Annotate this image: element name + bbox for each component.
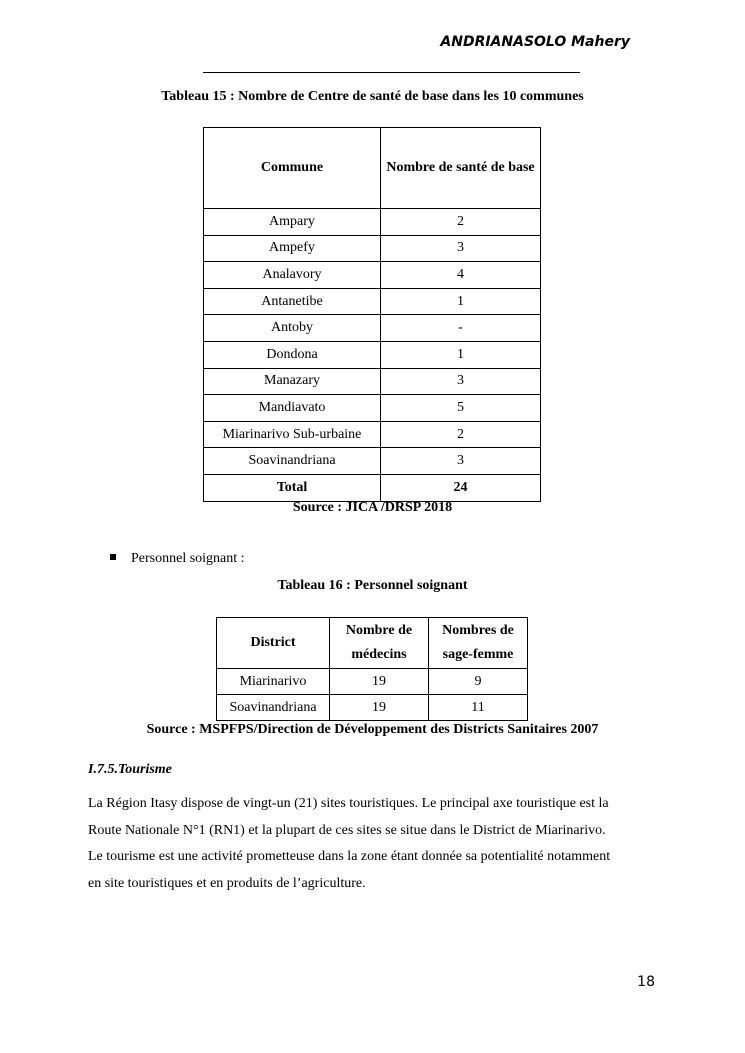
table-cell: 19 bbox=[330, 695, 429, 721]
table-cell: 5 bbox=[381, 395, 541, 422]
table-row bbox=[204, 288, 541, 315]
table15-caption: Tableau 15 : Nombre de Centre de santé de base dans les 10 communes bbox=[161, 89, 584, 104]
table-cell: Ampefy bbox=[204, 235, 381, 262]
table15-header-row bbox=[204, 128, 541, 209]
table-row bbox=[204, 448, 541, 475]
table-row bbox=[204, 235, 541, 262]
square-bullet-icon bbox=[110, 554, 116, 560]
table16-source: Source : MSPFPS/Direction de Développement des Districts Sanitaires 2007 bbox=[146, 722, 599, 737]
table-cell: 1 bbox=[381, 288, 541, 315]
table-row bbox=[204, 341, 541, 368]
table-cell: 4 bbox=[381, 262, 541, 289]
table15 bbox=[203, 127, 541, 502]
table-row bbox=[204, 262, 541, 289]
table-cell: Miarinarivo bbox=[217, 669, 330, 695]
table-row bbox=[204, 315, 541, 342]
paragraph-line: Route Nationale N°1 (RN1) et la plupart de ces sites se situe dans le District de Miarinarivo. bbox=[88, 822, 606, 838]
table16-header-row bbox=[217, 618, 528, 669]
bullet-text: Personnel soignant : bbox=[131, 551, 245, 566]
table-row bbox=[204, 368, 541, 395]
table16-header-medecins: Nombre de médecins bbox=[330, 618, 429, 669]
table-cell: 19 bbox=[330, 669, 429, 695]
table-cell: Mandiavato bbox=[204, 395, 381, 422]
table-cell: Dondona bbox=[204, 341, 381, 368]
table-row bbox=[204, 209, 541, 236]
table15-total-value: 24 bbox=[381, 474, 541, 501]
table16 bbox=[216, 617, 528, 721]
section-paragraph bbox=[88, 791, 658, 897]
table-cell: 3 bbox=[381, 448, 541, 475]
paragraph-line: en site touristiques et en produits de l’agriculture. bbox=[88, 875, 366, 891]
table-row bbox=[217, 695, 528, 721]
table-cell: Antanetibe bbox=[204, 288, 381, 315]
table-cell: 3 bbox=[381, 235, 541, 262]
table-cell: 9 bbox=[429, 669, 528, 695]
table-cell: Ampary bbox=[204, 209, 381, 236]
table15-header-commune: Commune bbox=[204, 128, 381, 209]
section-title: I.7.5.Tourisme bbox=[88, 762, 172, 777]
table-cell: 11 bbox=[429, 695, 528, 721]
page-number: 18 bbox=[637, 974, 655, 990]
table-cell: Soavinandriana bbox=[204, 448, 381, 475]
table-row bbox=[204, 395, 541, 422]
table-row bbox=[204, 421, 541, 448]
table-cell: 2 bbox=[381, 421, 541, 448]
table16-header-sagefemme: Nombres de sage-femme bbox=[429, 618, 528, 669]
table16-header-district: District bbox=[217, 618, 330, 669]
table-cell: 1 bbox=[381, 341, 541, 368]
table-cell: 3 bbox=[381, 368, 541, 395]
table-row bbox=[217, 669, 528, 695]
table15-header-count: Nombre de santé de base bbox=[381, 128, 541, 209]
table-cell: 2 bbox=[381, 209, 541, 236]
table-cell: - bbox=[381, 315, 541, 342]
table15-total-row bbox=[204, 474, 541, 501]
header-rule bbox=[203, 72, 580, 73]
bullet-item bbox=[110, 551, 245, 567]
table-cell: Antoby bbox=[204, 315, 381, 342]
table-cell: Manazary bbox=[204, 368, 381, 395]
table-cell: Soavinandriana bbox=[217, 695, 330, 721]
paragraph-line: Le tourisme est une activité prometteuse dans la zone étant donnée sa potentialité notamment bbox=[88, 849, 611, 864]
table16-caption: Tableau 16 : Personnel soignant bbox=[277, 578, 468, 593]
table-cell: Analavory bbox=[204, 262, 381, 289]
table-cell: Miarinarivo Sub-urbaine bbox=[204, 421, 381, 448]
table15-source: Source : JICA /DRSP 2018 bbox=[292, 500, 453, 515]
paragraph-line: La Région Itasy dispose de vingt-un (21) sites touristiques. Le principal axe touristique est la bbox=[88, 796, 609, 811]
header-author: ANDRIANASOLO Mahery bbox=[440, 34, 630, 50]
table15-total-label: Total bbox=[204, 474, 381, 501]
